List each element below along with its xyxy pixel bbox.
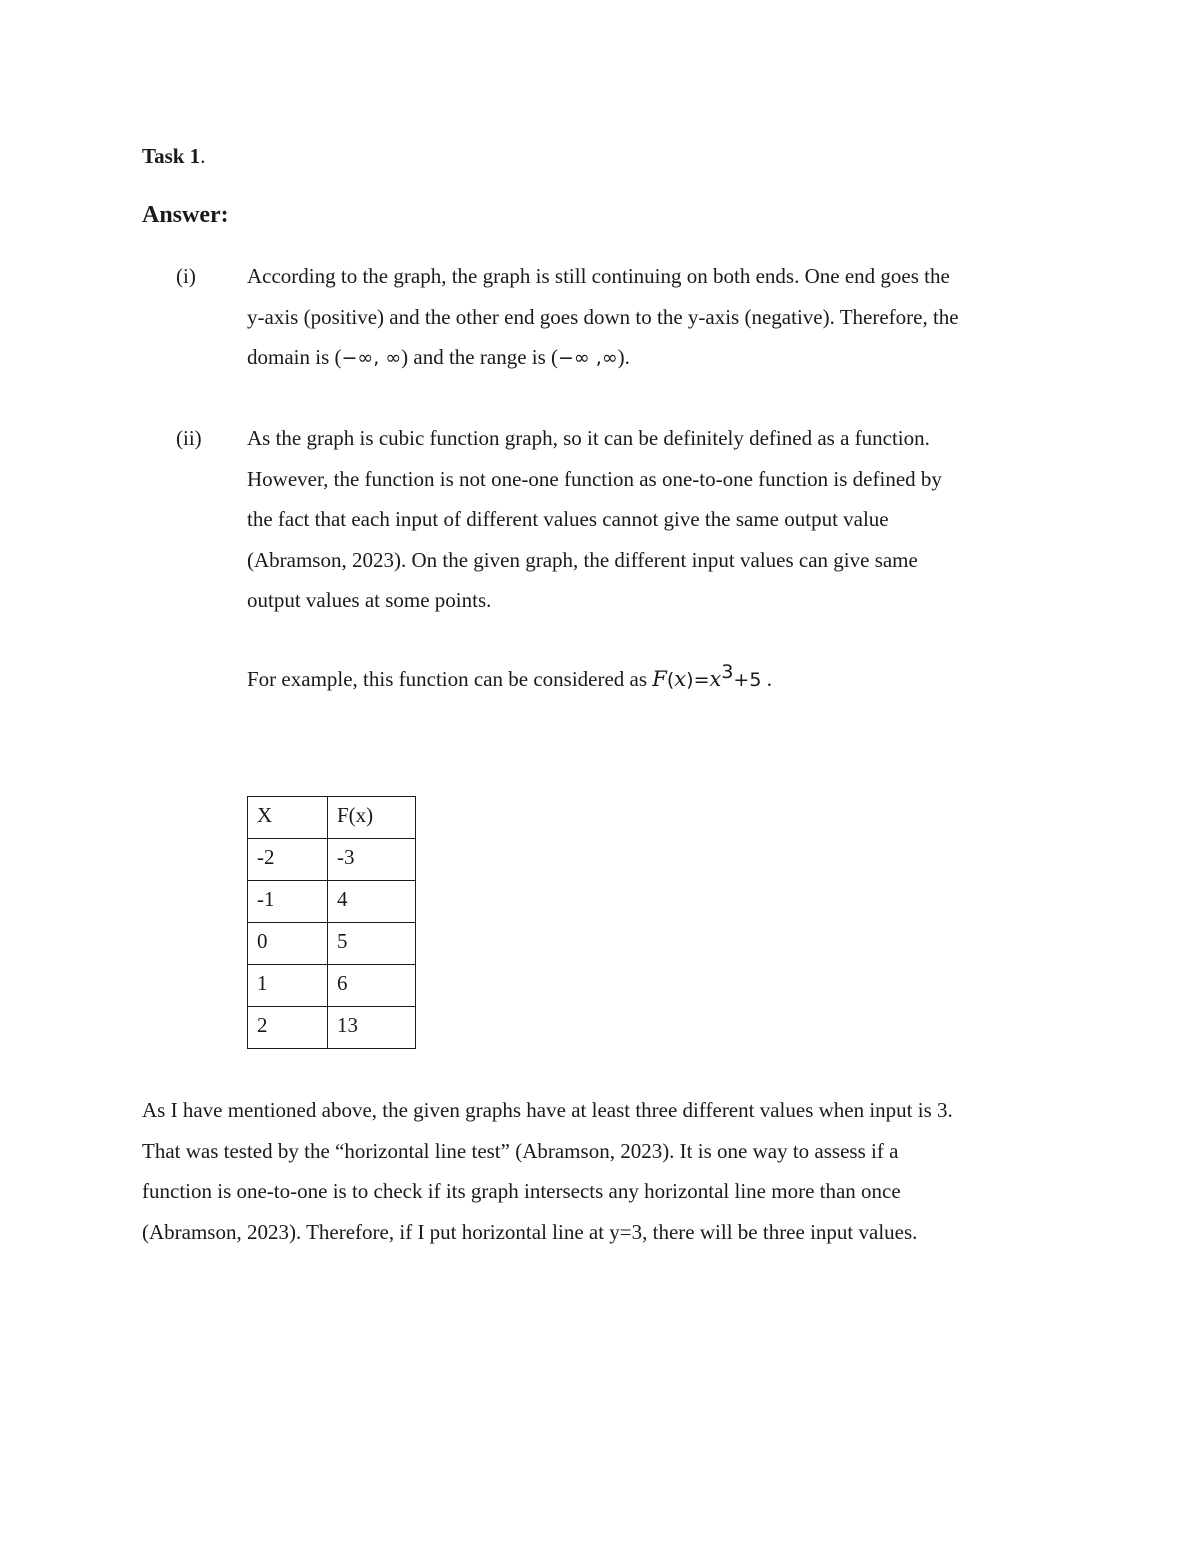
table-header-fx: F(x) — [328, 797, 416, 839]
range-prefix: ) and the range is ( — [401, 345, 559, 369]
table-row — [248, 839, 416, 881]
table-cell-x: -2 — [248, 839, 328, 881]
answer-heading: Answer: — [142, 202, 229, 228]
table-cell-x: 2 — [248, 1007, 328, 1049]
domain-prefix: domain is ( — [247, 345, 342, 369]
item-ii-line-4: (Abramson, 2023). On the given graph, the different input values can give same — [247, 547, 918, 572]
example-sentence — [247, 652, 1067, 701]
table-row — [248, 1007, 416, 1049]
example-suffix: . — [761, 667, 772, 691]
item-marker-i: (i) — [176, 264, 196, 288]
table-cell-fx: 4 — [328, 881, 416, 923]
range-suffix: ). — [617, 345, 630, 369]
table-header-x: X — [248, 797, 328, 839]
item-i-line-3 — [247, 337, 1067, 379]
table-cell-fx: 13 — [328, 1007, 416, 1049]
item-marker-ii: (ii) — [176, 426, 202, 450]
power-base: x — [709, 667, 722, 691]
item-ii-line-3: the fact that each input of different values cannot give the same output value — [247, 507, 889, 531]
function-variable: x — [674, 667, 687, 691]
closing-paragraph — [142, 1090, 1082, 1252]
constant-term: +5 — [733, 669, 762, 691]
range-interval: −∞ ,∞ — [558, 347, 618, 369]
function-name: F — [652, 667, 667, 691]
paren-open: ( — [666, 669, 675, 691]
table-row — [248, 965, 416, 1007]
closing-line-4: (Abramson, 2023). Therefore, if I put horizontal line at y=3, there will be three input values. — [142, 1219, 918, 1244]
table-row — [248, 881, 416, 923]
table-row — [248, 923, 416, 965]
item-ii-line-5: output values at some points. — [247, 588, 492, 612]
table-header-row — [248, 797, 416, 839]
closing-line-1: As I have mentioned above, the given graphs have at least three different values when input is 3. — [142, 1098, 953, 1122]
equals-sign: = — [693, 669, 710, 691]
paren-close: ) — [686, 669, 694, 691]
closing-line-3: function is one-to-one is to check if its graph intersects any horizontal line more than once — [142, 1179, 901, 1203]
item-ii-line-2: However, the function is not one-one function as one-to-one function is defined by — [247, 466, 942, 491]
table-cell-fx: 6 — [328, 965, 416, 1007]
table-cell-fx: -3 — [328, 839, 416, 881]
example-line — [247, 652, 1067, 701]
power-exponent: 3 — [721, 661, 734, 683]
task-title — [142, 143, 205, 169]
values-table — [247, 796, 416, 1049]
table-cell-x: 1 — [248, 965, 328, 1007]
example-prefix: For example, this function can be considered as — [247, 667, 653, 691]
item-i-line-2: y-axis (positive) and the other end goes down to the y-axis (negative). Therefore, the — [247, 304, 959, 329]
item-i-line-1: According to the graph, the graph is still continuing on both ends. One end goes the — [247, 264, 950, 288]
table-cell-x: -1 — [248, 881, 328, 923]
item-body-ii — [247, 418, 1067, 621]
domain-interval: −∞, ∞ — [341, 347, 402, 369]
closing-line-2: That was tested by the “horizontal line test” (Abramson, 2023). It is one way to assess if a — [142, 1138, 899, 1163]
item-ii-line-1: As the graph is cubic function graph, so it can be definitely defined as a function. — [247, 426, 930, 450]
item-body-i — [247, 256, 1067, 379]
task-title-text: Task 1 — [142, 144, 201, 168]
table-cell-x: 0 — [248, 923, 328, 965]
task-title-suffix: . — [200, 144, 206, 168]
table-cell-fx: 5 — [328, 923, 416, 965]
